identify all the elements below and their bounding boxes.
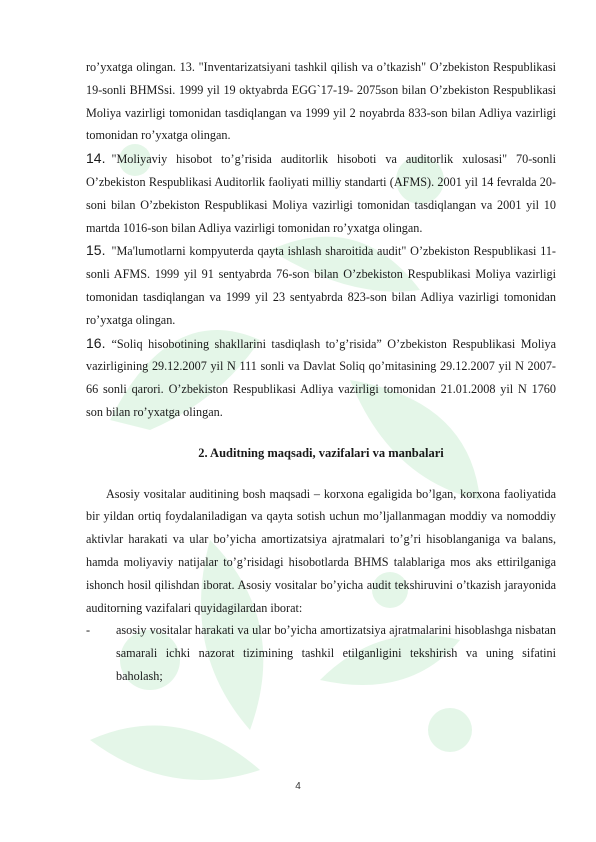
list-number: 14. — [86, 150, 106, 167]
list-item-15 — [86, 239, 556, 331]
list-item-text: "Ma'lumotlarni kompyuterda qayta ishlash sharoitida audit" O’zbekiston Respublikasi 11-sonli AFMS. 1999 yil 91 sentyabrda 76-son bilan O’zbekiston Respublikasi Moliya vazirligi tomonidan tasdiqlangan va 1999 yil 23 sentyabrda 823-son bilan Adliya vazirligi tomonidan ro’yxatga olingan. — [86, 244, 556, 327]
list-item-text: “Soliq hisobotining shakllarini tasdiqlash to’g’risida” O’zbekiston Respublikasi Moliya vazirligining 29.12.2007 yil N 111 sonli va Davlat Soliq qo’mitasining 29.12.2007 yil N 2007-66 sonli qarori. O’zbekiston Respublikasi Adliya vazirligi tomonidan 21.01.2008 yil N 1760 son bilan ro’yxatga olingan. — [86, 336, 556, 419]
section-paragraph: Asosiy vositalar auditining bosh maqsadi – korxona egaligida bo’lgan, korxona faoliyatida bir yildan ortiq foydalaniladigan va qayta sotish uchun mo’ljallanmagan moddiy va nomoddiy aktivlar harakati va ular bo’yicha amortizatsiya ajratmalari to’g’ri hisoblanganiga va balans, hamda moliyaviy natijalar to’g’risidagi hisobotlarda BHMS talablariga mos aks ettirilganiga ishonch hosil qilishdan iborat. Asosiy vositalar bo’yicha audit tekshiruvini o’tkazish jarayonida auditorning vazifalari quyidagilardan iborat: — [86, 486, 556, 615]
section-heading: 2. Auditning maqsadi, vazifalari va manbalari — [198, 445, 444, 460]
list-number: 15. — [86, 242, 106, 259]
bullet-dash: - — [86, 623, 91, 638]
list-item-text: "Moliyaviy hisobot to’g’risida auditorlik hisoboti va auditorlik xulosasi" 70-sonli O’zbekiston Respublikasi Auditorlik faoliyati milliy standarti (AFMS). 2001 yil 14 fevralda 20-soni bilan O’zbekiston Respublikasi Moliya vazirligi tomonidan tasdiqlangan va 2001 yil 10 martda 1016-son bilan Adliya vazirligi tomonidan ro’yxatga olingan. — [86, 152, 556, 235]
list-item-16 — [86, 332, 556, 424]
list-item-14 — [86, 147, 556, 239]
watermark-circle-5 — [428, 708, 472, 752]
page-number: 4 — [295, 781, 301, 792]
bullet-item — [86, 619, 556, 687]
watermark-swirl-5 — [90, 725, 260, 780]
paragraph-13-tail: ro’yxatga olingan. 13. "Inventarizatsiyani tashkil qilish va o’tkazish" O’zbekiston Respublikasi 19-sonli BHMSsi. 1999 yil 19 oktyabrda EGG`17-19- 2075son bilan O’zbekiston Respublikasi Moliya vazirligi tomonidan tasdiqlangan va 1999 yil 2 noyabrda 833-son bilan Adliya vazirligi tomonidan ro’yxatga olingan. — [86, 60, 556, 143]
bullet-text: asosiy vositalar harakati va ular bo’yicha amortizatsiya ajratmalarini hisoblashga nisbatan samarali ichki nazorat tizimining tashkil etilganligini tekshirish va uning sifatini baholash; — [116, 623, 556, 683]
list-number: 16. — [86, 334, 106, 351]
document-body — [86, 56, 556, 688]
